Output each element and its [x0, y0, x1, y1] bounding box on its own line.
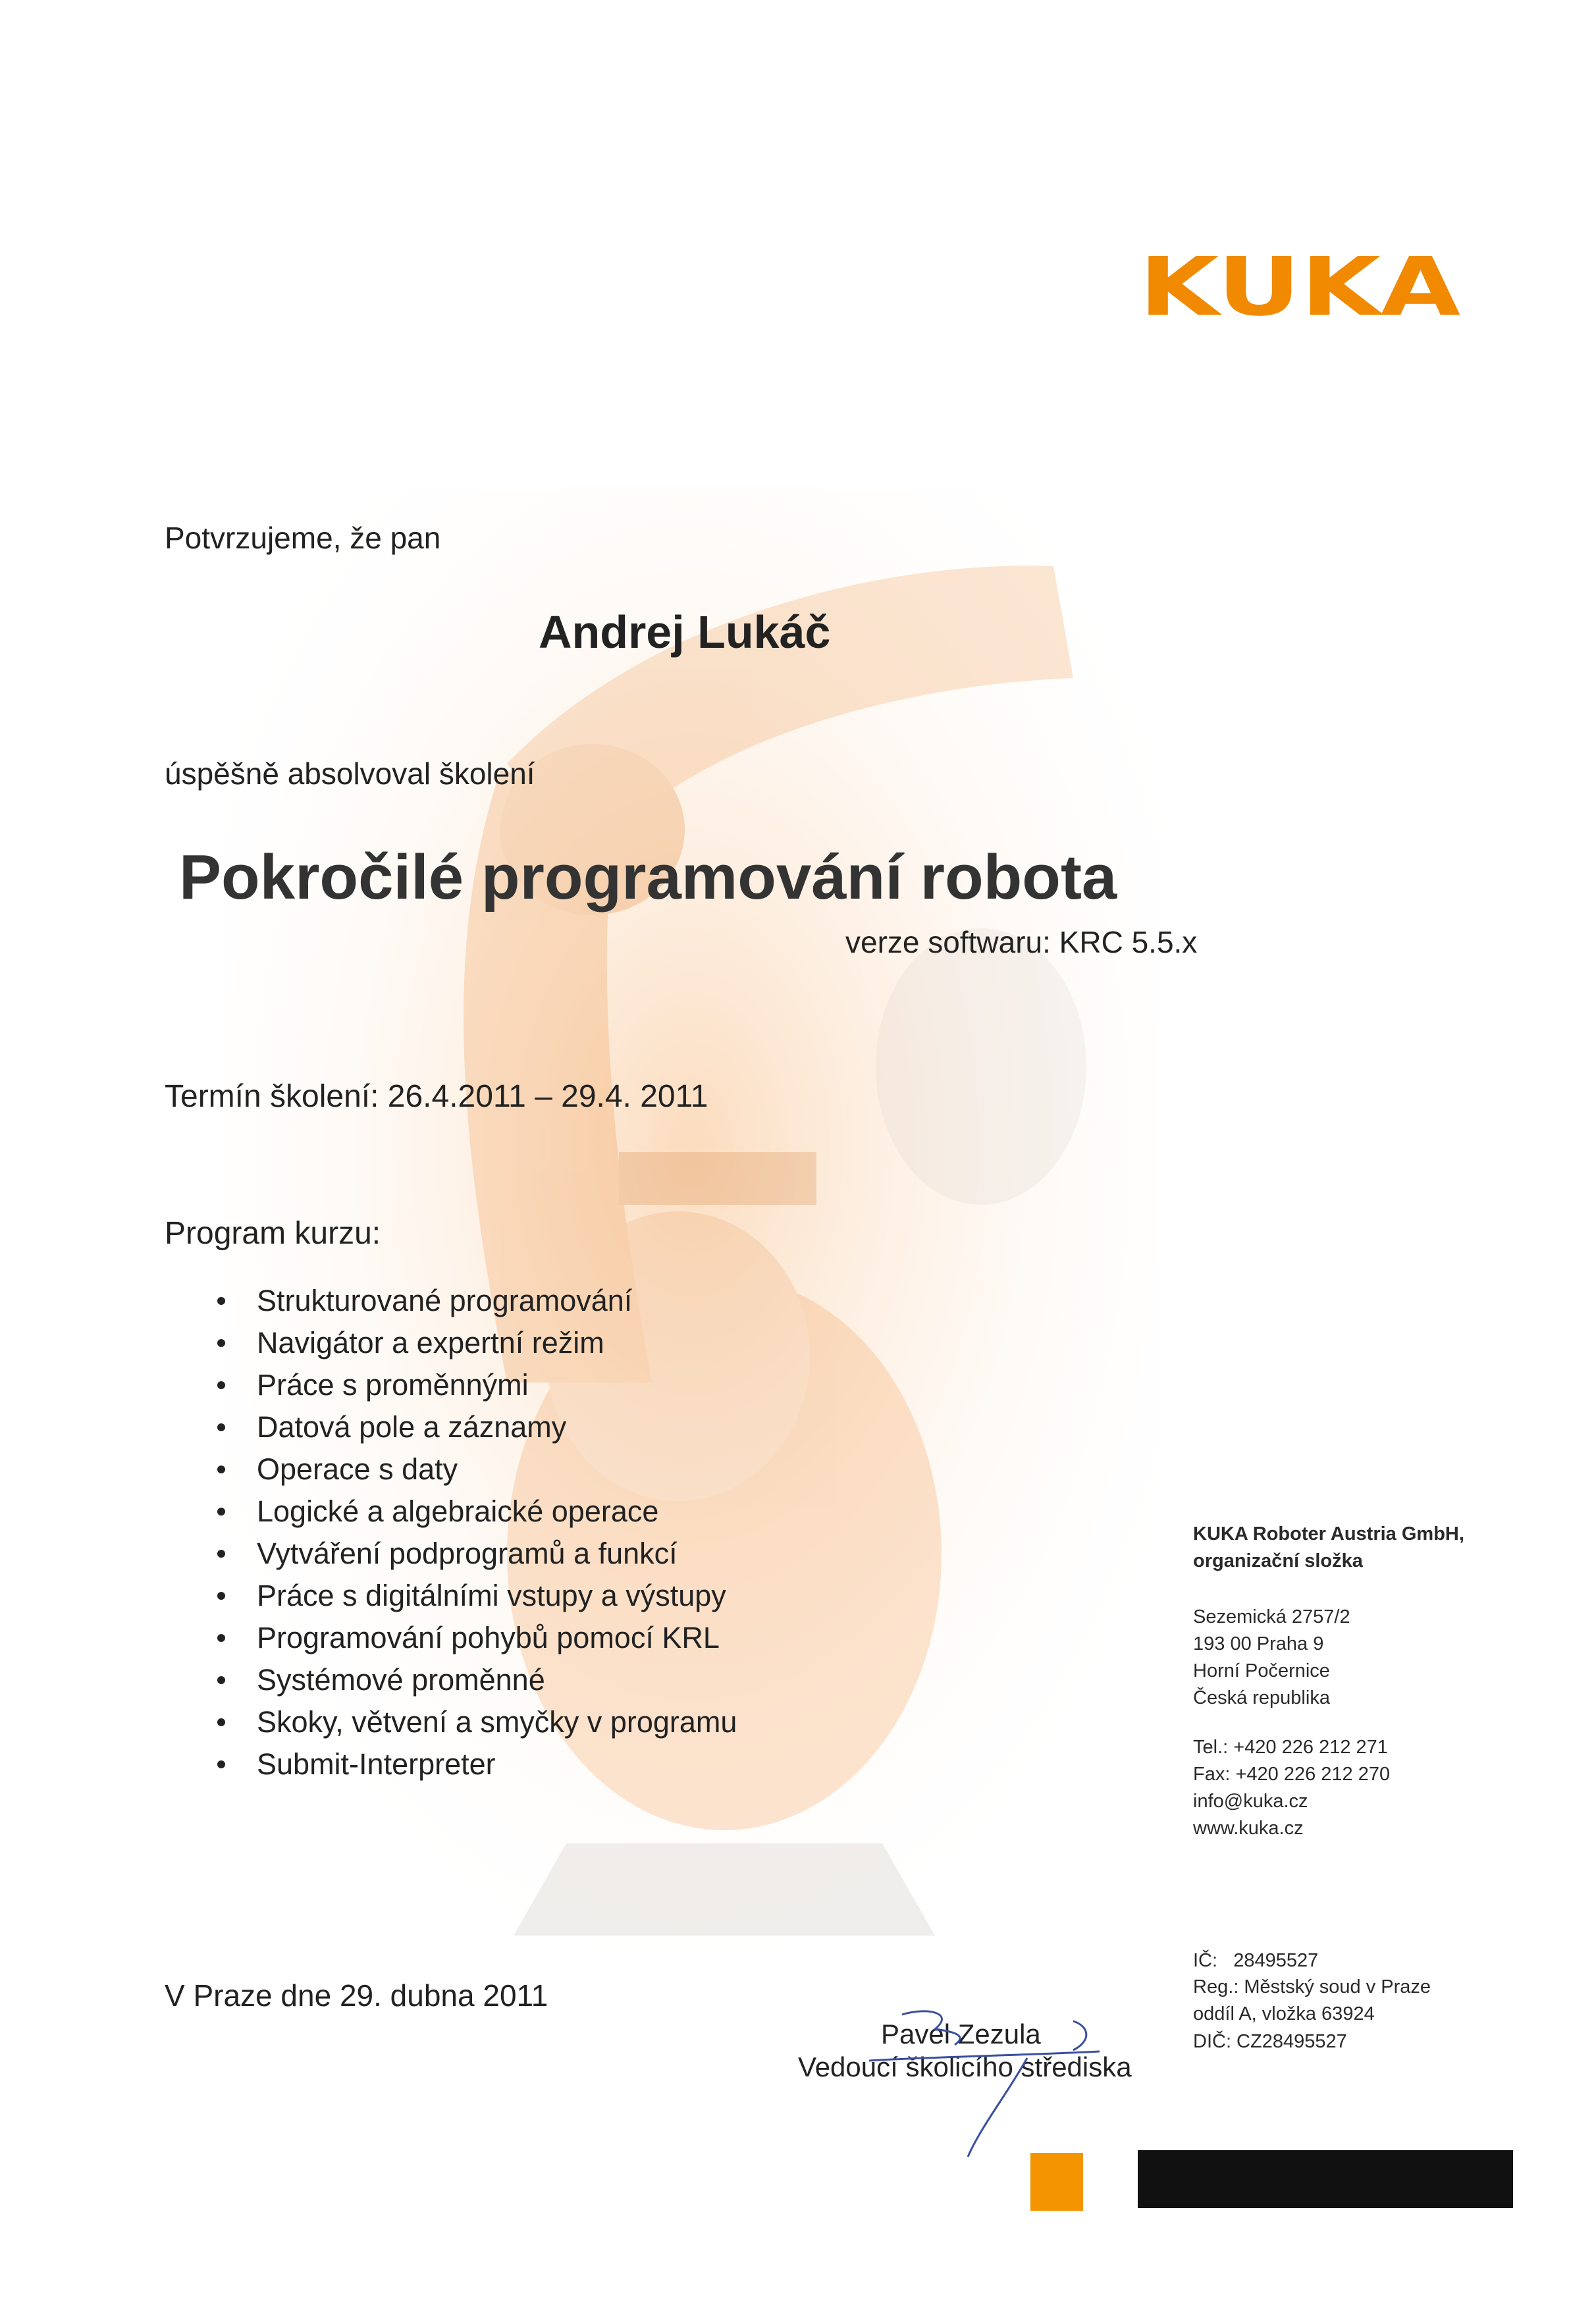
address-line: Sezemická 2757/2 [1193, 1606, 1350, 1627]
topic-label: Strukturované programování [257, 1284, 633, 1317]
bullet-icon [217, 1465, 225, 1473]
topic-item [165, 1491, 737, 1533]
company-contact [1193, 1734, 1390, 1842]
svg-text:KUKA: KUKA [1139, 244, 1460, 329]
bullet-icon [217, 1760, 225, 1768]
topic-item [165, 1659, 737, 1701]
kuka-logo [1139, 244, 1462, 329]
bullet-icon [217, 1592, 225, 1600]
topic-label: Systémové proměnné [257, 1663, 545, 1697]
bullet-icon [217, 1381, 225, 1389]
company-ic: IČ: 28495527 [1193, 1950, 1319, 1971]
topic-label: Operace s daty [257, 1452, 458, 1486]
program-heading: Program kurzu: [165, 1216, 381, 1251]
topic-item [165, 1701, 737, 1743]
topic-label: Vytváření podprogramů a funkcí [257, 1537, 678, 1570]
registration-line: oddíl A, vložka 63924 [1193, 2003, 1375, 2024]
topic-label: Programování pohybů pomocí KRL [257, 1621, 720, 1654]
orange-square [1030, 2153, 1083, 2211]
topic-item [165, 1617, 737, 1659]
bullet-icon [217, 1718, 225, 1726]
course-topics-list [165, 1280, 737, 1785]
recipient-name: Andrej Lukáč [539, 606, 831, 658]
topic-item [165, 1406, 737, 1448]
address-line: Horní Počernice [1193, 1660, 1330, 1681]
bullet-icon [217, 1676, 225, 1684]
intro-text: Potvrzujeme, že pan [165, 521, 441, 555]
signatory-name: Pavel Zezula [881, 2019, 1041, 2049]
bullet-icon [217, 1423, 225, 1431]
topic-label: Navigátor a expertní režim [257, 1326, 604, 1360]
bullet-icon [217, 1634, 225, 1642]
topic-item [165, 1280, 737, 1322]
company-address [1193, 1604, 1350, 1712]
topic-label: Submit-Interpreter [257, 1747, 496, 1781]
topic-label: Skoky, větvení a smyčky v programu [257, 1705, 737, 1739]
topic-item [165, 1364, 737, 1406]
company-registration [1193, 1974, 1431, 2028]
topic-item [165, 1448, 737, 1491]
course-title: Pokročilé programování robota [179, 842, 1117, 912]
place-date: V Praze dne 29. dubna 2011 [165, 1978, 548, 2013]
topic-item [165, 1743, 737, 1785]
topic-label: Práce s proměnnými [257, 1368, 529, 1402]
software-version: verze softwaru: KRC 5.5.x [845, 925, 1198, 959]
topic-label: Datová pole a záznamy [257, 1410, 567, 1444]
phone-number: Tel.: +420 226 212 271 [1193, 1737, 1388, 1758]
topic-label: Logické a algebraické operace [257, 1494, 659, 1528]
bullet-icon [217, 1550, 225, 1558]
company-name-line2: organizační složka [1193, 1550, 1363, 1571]
redaction-bar [1138, 2150, 1513, 2208]
website: www.kuka.cz [1193, 1818, 1304, 1839]
company-dic: DIČ: CZ28495527 [1193, 2031, 1347, 2052]
completion-text: úspěšně absolvoval školení [165, 756, 535, 791]
topic-item [165, 1533, 737, 1575]
training-term: Termín školení: 26.4.2011 – 29.4. 2011 [165, 1079, 708, 1114]
email-address: info@kuka.cz [1193, 1791, 1308, 1812]
topic-item [165, 1322, 737, 1364]
bullet-icon [217, 1508, 225, 1516]
address-line: Česká republika [1193, 1687, 1330, 1708]
signatory-title: Vedoucí školicího střediska [798, 2051, 1132, 2082]
company-name-line1: KUKA Roboter Austria GmbH, [1193, 1523, 1464, 1545]
handwritten-signature [856, 1995, 1106, 2159]
bullet-icon [217, 1339, 225, 1347]
bullet-icon [217, 1297, 225, 1305]
topic-label: Práce s digitálními vstupy a výstupy [257, 1579, 726, 1612]
registration-line: Reg.: Městský soud v Praze [1193, 1976, 1431, 1997]
company-name [1193, 1521, 1464, 1575]
address-line: 193 00 Praha 9 [1193, 1633, 1324, 1654]
fax-number: Fax: +420 226 212 270 [1193, 1764, 1391, 1785]
topic-item [165, 1575, 737, 1617]
